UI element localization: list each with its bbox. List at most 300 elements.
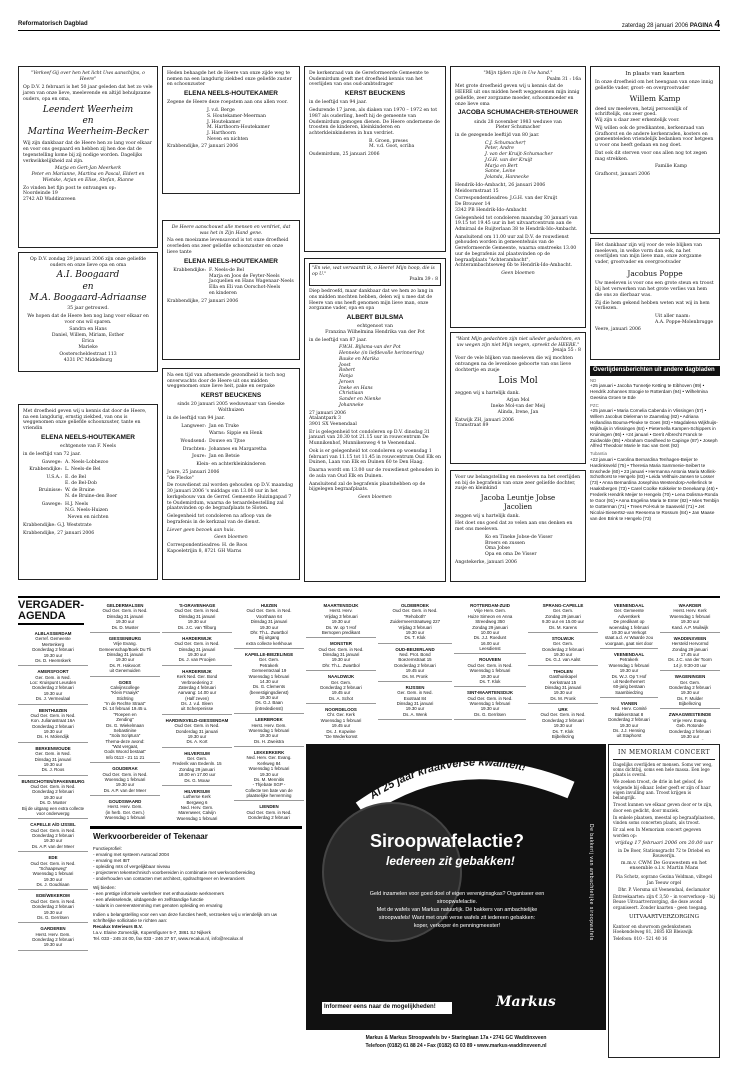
job-contact[interactable]: Tel. 033 - 245 24 00, fax 033 - 246 27 57, www.recalux.nl, info@recalux.nl	[93, 935, 244, 941]
concert-org-address: Kantoor en showroom gedenkstenen Hoekendelweg 81, 2685 KB Bleiswijk	[613, 923, 693, 935]
ad-poppe	[590, 238, 720, 360]
agenda-entry	[306, 707, 376, 740]
entry-names: Douwe en Tjtse	[209, 439, 246, 444]
job-title: Werkvoorbereider of Tekenaar	[93, 832, 208, 841]
agenda-entry	[18, 893, 88, 923]
entry-names: Jan en Betsie	[209, 454, 240, 460]
overview-text: +22 januari • Carolina Bernardina Tenhagen-Beijer te Hardinksveld (75) • Theresia Maria Sammenie-Seibert te Enschede (60) • 23 januari • Hermanna Antonia Maria Mollink-Schothorst te Hengelo (83) • Leida Velthuis-Jansen te Losser (73) • Anna Bernardina Josephina Westendorp-Aellerlinck te Haaksbergen (73) • Carel Coolke Kokkeler te Denekamp (46) • Frederik Hendrik Meijer te Hengelo (70) • Lena Dolisma-Ronda te Goor (91) • Anna Engelina Maria te Enter (82) • Mies Tembijn te Gotterman (71) • Trees Pol-Kuk te Saasveld (71) • Jet Nicolai-Siewertsz-van Reesema te Rossum (84) • Jan Maase van den Brink te Hengelo (73)	[590, 456, 720, 521]
agenda-city: SINT-MAARTENSDIJK	[466, 690, 514, 696]
ad-name: Jacoba Leuntje Jobse Jacolien	[480, 494, 556, 511]
ad-jobse	[450, 470, 586, 582]
agenda-entry	[18, 822, 88, 852]
agenda-header	[18, 600, 84, 626]
job-offers	[93, 891, 299, 909]
ad-age: in de gezegende leeftijd van 80 jaar.	[455, 133, 540, 138]
ad-body: Na een tijd van afnemende gezondheid is toch nog onverwachts door de Heere uit ons midden weggenomen onze lieve heit, pake en oerpake	[167, 373, 286, 390]
agenda-details: Ger. Gem. Donderdag 2 februari 19.45 uur Ds. A. Schot	[320, 679, 362, 701]
ad-age: in de leeftijd van 87 jaar.	[309, 337, 367, 343]
family-entry	[167, 431, 295, 437]
agenda-entry	[18, 669, 88, 704]
ad-text-2: Wij willen ook de predikanten, kerkenraad van Grafhorst en de andere kerkenraden, kosters en gemeenteleden vriendelijk bedanken voor hetgeen u voor ons heeft gedaan en nog doet.	[595, 125, 714, 149]
agenda-subtitle	[18, 623, 84, 626]
ad-address: Oosterscheldestraat 113 4331 PC Middelburg	[59, 352, 117, 364]
ad-body: Het dankbaar zijn wij voor de vele blijken van meeleven, in welke vorm dan ook, na het overlijden van mijn lieve man, onze zorgzame vader, grootvader en overgrootvader	[595, 243, 702, 266]
ad-body: We hopen dat de Heere hen nog lang voor elkaar en voor ons wil sparen.	[27, 313, 149, 325]
agenda-entry	[18, 926, 88, 951]
ad-sign: Uit aller naam: A.A. Poppe-Molenbrugge	[655, 313, 714, 325]
agenda-details: Ned. Herv. Comité Bakkerstraat 8 Donderdag 2 februari 19.30 uur Ds. J.J. Hensing uit Staphorst	[608, 706, 650, 739]
agenda-city: BENTHUIZEN	[38, 707, 68, 713]
header-date: zaterdag 28 januari 2006	[621, 23, 689, 29]
ad-body: Met droefheid geven wij u kennis dat door de Heere, na een langdurig, ernstig ziekbed, van ons is weggenomen onze geliefde schoonzuster, tante en vriendin	[23, 409, 147, 432]
stroopwafel-subheadline: ledereen zit gebakken!	[386, 854, 515, 868]
agenda-entry	[162, 789, 232, 822]
job-offer-label: Wij bieden:	[93, 884, 116, 890]
entry-names: F. Neels-de Bel Marja en Joos de Feyter-Neels Jacquelien en Hans Wagenaar-Neels Ella en Eli van Oorschot-Neels en kinderen	[209, 267, 294, 296]
ad-body: In onze droefheid om het heengaan van onze innig geliefde vader, groot- en overgrootvader	[595, 79, 714, 91]
ad-quote: "En wie, wat vervaardt ik, o Heere! Mijn hoop, die is op U."	[312, 266, 435, 277]
page-number: 4	[714, 19, 720, 30]
agenda-entry	[162, 669, 232, 715]
agenda-city: HARDERWIJK	[182, 668, 212, 674]
ad-family: J. v.d. Berge S. Houtekamer-Meerman J. Houtekamer M. Harthoorn-Houtekamer J. Harthoorn Neven en nichten	[207, 108, 270, 142]
ad-text: Uw meeleven is voor ons een grote steun en troost bij het verwerken van het grote verlies van hem die ons zo dierbaar was.	[595, 281, 714, 298]
overview-text: +25 januari • Jacoba Tunnetje Ketting te Eibhoven (89) • Hendrik Johannes Stoogie te Rotterdam (94) • Wilhelmina Geesina Groen te Ede	[590, 383, 708, 400]
family-entry	[23, 488, 153, 499]
entry-names: L. Neels-de Bel	[65, 467, 101, 473]
list-item: - een prettige informele werksfeer met enthousiaste werknemers	[93, 890, 224, 896]
ad-body: Voor de vele blijken van meeleven die wij mochten ontvangen na de levenlose geboorte van ons lieve dochtertje en zusje	[455, 356, 573, 373]
ad-name: Willem Kamp	[629, 94, 681, 104]
ad-name: ELENA NEELS-HOUTEKAMER	[183, 90, 278, 98]
ad-flowers: Geen bloemen	[214, 535, 248, 541]
ad-name-and: en	[82, 115, 94, 126]
agenda-details: Ger. Gemeente Adventkerk De predikant op woensdag 1 februari 19.30 uur Verkopt staat a.d. Ar Waarde zou voorgaan, gaat niet door	[604, 608, 654, 646]
page-header	[18, 19, 720, 31]
agenda-city: MONSTER	[330, 641, 352, 647]
job-address: t.a.v. Elaine Zomerdijk, Kopersfigurer 5-7, 3861 SJ Nijkerk	[93, 929, 211, 935]
agenda-city: GELDERMALSEN	[106, 603, 144, 608]
concert-p5: Er zal een In Memoriam concert gegeven worden op:	[613, 827, 702, 838]
ad-name-and: en	[82, 281, 94, 292]
agenda-city: URK	[558, 707, 568, 712]
ad-bijlsma	[304, 258, 446, 582]
agenda-entry	[378, 603, 452, 644]
ad-body: Diep bedroefd, maar dankbaar dat we hem zo lang in ons midden mochten hebben, delen wij u mee dat de Heere van ons heeft genomen mijn lieve man, onze zorgzame vader, opa en opa	[309, 289, 434, 312]
entry-place: Bruinisse:	[38, 488, 62, 494]
agenda-details: Oud Ger. Gem. in Ned. Dinsdag 31 januari 19.30 uur Ds. J. van Prooijen	[174, 641, 220, 663]
agenda-city: VEENENDAAL	[613, 652, 645, 657]
family-entry	[23, 502, 153, 513]
agenda-details: Oud Ger. Gem. in Ned. Woensdag 1 februari 19.30 uur Ds. G. Gerritsen	[467, 695, 513, 717]
ad-date: Hendrik-Ido-Ambacht, 26 januari 2006 Meidoornstraat 15	[455, 182, 546, 194]
concert-p1: Dagelijks overlijden er mensen. Soms ver weg, soms dichtbij, soms een hele massa. Een lege plaats is overal.	[613, 761, 713, 777]
family-entry	[167, 268, 295, 297]
agenda-entry	[660, 674, 720, 709]
ad-date: Veere, januari 2006	[595, 327, 641, 333]
stroopwafel-body: Geld inzamelen voor goed doel of eigen vereniginsgkas? Organiseer een siroopwafelactie. Met de wafels van Markus natuurlijk. Dé bakkers van ambachtelijke siroopwafels! Want met onze verse wafels zit iedereen gebakken: koper, verkoper én penningmeester!	[369, 891, 545, 930]
agenda-entry	[600, 603, 658, 649]
ad-name-1: Leendert Weerheim	[42, 104, 134, 115]
agenda-details: Herst. Herv. Gem. Woensdag 1 februari 19.30 uur Ds. H. Zweistra	[248, 722, 290, 744]
ad-funeral: Aansluitend om 11.00 uur zal D.V. de rouwdienst gehouden worden in gemeentehuis van de Gereformeerde Gemeente, waarna omstreeks 13.00 uur de begrafenis zal plaatsvinden op de begraafplaats "Achterambacht", Achterambachtseweg 6b te Hendrik-Ido-Ambacht.	[455, 234, 577, 269]
stroopwafel-footer	[306, 1030, 606, 1058]
section-divider	[18, 596, 720, 598]
agenda-city: VIANEN	[620, 701, 638, 706]
agenda-city: HARDERWIJK	[182, 635, 212, 641]
stroopwafel-headline: Siroopwafelactie?	[370, 831, 525, 851]
ad-neels-family	[18, 404, 158, 580]
agenda-entry	[454, 657, 526, 687]
ad-years: 35 jaar getrouwd.	[67, 306, 109, 312]
agenda-entry	[18, 855, 88, 890]
newspaper-name: Reformatorisch Dagblad	[18, 21, 88, 27]
ad-quote-box	[309, 263, 441, 286]
ad-name: ELENA NEELS-HOUTEKAMER	[183, 257, 278, 265]
concert-ad	[608, 744, 720, 1058]
ad-age: in de leeftijd van 72 jaar.	[23, 451, 81, 457]
ad-visit: Gelegenheid tot condoleren na afloop van de begrafenis in de kerkzaal van de dienst.	[167, 514, 272, 525]
agenda-city: VEENENDAAL	[613, 603, 645, 608]
agenda-city: GIESSENBURG	[108, 635, 142, 641]
agenda-city: HILVERSUM	[184, 750, 210, 756]
ad-flowers: Geen bloemen	[501, 271, 535, 277]
ad-name: ALBERT BIJLSMA	[346, 314, 404, 322]
agenda-city: 'S-GRAVENHAGE	[178, 603, 216, 608]
list-item: - onderhouden van contacten met architect, opdrachtgever en leveranciers	[93, 875, 245, 881]
entry-place: Langweer:	[181, 423, 206, 429]
agenda-entry	[90, 799, 160, 822]
agenda-entry	[18, 631, 88, 666]
ad-family: Arjan Mol Ineke Mol-van der Meij Alinda, Irene, Jan	[490, 398, 546, 415]
ad-corr: Correspondentieadres: J.G.H. van der Kruijt De Brouwer 14 3342 PB Hendrik-Ido-Ambacht	[455, 196, 558, 213]
ad-sub: sinds 20 januari 2005 weduwnaar van Geeske Wolthuizen	[177, 402, 285, 414]
agenda-column-9	[600, 600, 658, 740]
concert-p4: In enkele plaatsen, meestal op begraafplaatsen, vinden soms concerten plaats, als troost.	[613, 814, 715, 825]
overview-text: +25 januari • Maria Cornelia Cabenda in Vlissingen (57) • Willem Jacobus Dieleman te Zaamslag (82) • Adriana Hollandina Bouma-Pleuke te Goes (83) • Magdalena Wijkhuijs-Wijkhuijs in Vlissingen (84) • Pieternella Kampen-Schippers in Kruiningen (86) • +24 januari • Gerrit Albrecht Franck te Zuidwolde (85) • Abraham Goedheed te Capinge (87) • Joseph Alfred Theodoor Marie le Sac van Gent (92)	[590, 408, 718, 449]
ad-body: Wij zijn dankbaar dat de Heere hen zo lang voor elkaar en voor ons gespaard en hebben zij hen doe dat de tegenstelling kome bij zij nodige worden. Dagelijks verkwikkelijkheid zal zijn.	[23, 141, 152, 164]
entry-names: Warns: Sippie en Henk	[209, 431, 263, 437]
agenda-entry	[162, 636, 232, 666]
ad-funeral: De rouwdienst zal worden gehouden op D.V. maandag 30 januari 2006 's middags om 13.00 uur in het kerkgebouw van de Gerref. Gemeente Huizingapad 7 te Oudemirdum, waarna de teraardebestelling zal plaatsvinden op de begraafplaats te Sloten.	[167, 483, 293, 512]
list-item: - projecteren tekentechnisch voorbereiden in combinatie met werkvoorbereiding	[93, 869, 255, 875]
ad-kamp	[590, 66, 720, 234]
agenda-column-4	[234, 600, 304, 822]
stroopwafel-cta: Informeer eens naar de mogelijkheden!	[322, 1002, 452, 1014]
stroopwafel-contact[interactable]: Telefoon (0182) 61 88 24 • Fax (0182) 63 03 89 • www.markus-waddinxveen.nl	[365, 1043, 547, 1049]
ad-ref: Jesaja 55 : 8	[552, 348, 581, 354]
agenda-city: OLDEBROEK	[400, 603, 430, 608]
agenda-details: Oud Ger. Gem. in Ned. Voorthaan 64 Dinsdag 31 januari 19.30 uur Dhr. Th.L. Zwartbol Bij uitgang extra collecte kerkhouw	[246, 608, 292, 646]
entry-place: Drachten:	[182, 446, 206, 452]
agenda-entry	[378, 647, 452, 682]
entry-names: H.J. Neels N.G. Neels-Huizen	[65, 501, 108, 513]
agenda-city: LEERBROEK	[255, 717, 283, 723]
ad-text-3: Dat ook dit sterven voor ons allen nog tot zegen mag strekken.	[595, 150, 708, 162]
agenda-city: ROTTERDAM-ZUID	[470, 603, 510, 608]
list-item: - een afwisselende, uitdagende en zelfstandige functie	[93, 896, 204, 902]
ad-age: in de leeftijd van 94 jaar.	[309, 100, 367, 106]
agenda-entry	[18, 708, 88, 743]
ad-sign: Familie Kamp	[655, 164, 688, 170]
agenda-city: ALBLASSERDAM	[34, 631, 72, 636]
agenda-city: ROUVEEN	[479, 657, 501, 663]
agenda-entry	[528, 603, 598, 633]
agenda-details: Oud Ger. Gem. in Ned. Dinsdag 31 januari 19.30 uur Dhr. Th.L. Zwartbol	[318, 646, 364, 668]
ad-name: KERST BEUCKENS	[200, 392, 262, 400]
agenda-details: Lutherse Kerk Bergweg 6 Ned. Herv. Gem. Marenweer, Calvijn Woensdag 1 februari	[176, 794, 218, 821]
agenda-details: Ger. Gem. in Ned. Loc: Kruispunt Leusden Donderdag 2 februari 19.30 uur Ds. J. Vermeulaal	[29, 674, 77, 702]
agenda-entry	[162, 718, 232, 748]
entry-place: Krabbendijke:	[29, 467, 62, 473]
ad-body: Voor uw belangstelling en meeleven na het overlijden en bij de begrafenis van onze zeer geliefde dochter, zusje en kleinkind	[455, 475, 581, 492]
list-item: - ervaring met IBT	[93, 857, 130, 863]
agenda-details: Oud Ger. Gem. in Ned. Kon. Julianastraat 16A Donderdag 2 februari 19.30 uur Ds. H. Molendijk	[30, 712, 76, 740]
ad-lois-mol	[450, 332, 586, 464]
agenda-city: WAGENINGEN	[674, 674, 706, 680]
ad-sign: B. Groen, preses M. v.d. Goot, scriba	[369, 138, 415, 150]
agenda-details: Ger. Gem. Donderdag 2 februari 19.30 uur Ds. G.J. van Aalst	[542, 641, 584, 663]
agenda-details: Ger. Gem. Donderdag 2 februari 19.30 uur Ds. F. Mulder Bijbellezing	[669, 679, 711, 706]
agenda-details: Vrije Herv. Gem. Huize Simeon en Anna Streedweg 350 Zondag 29 januari 10.00 uur Ds. J.J. Roedunt 16.00 uur Leesdienst	[467, 608, 513, 651]
overview-source: PZC	[590, 402, 599, 408]
ad-body: Met grote droefheid geven wij u kennis dat de HEERE uit ons midden heeft weggenomen mijn innig geliefde, zeer zorgzame moeder, schoonmoeder en onze lieve oma	[455, 84, 580, 107]
agenda-details: Kerk Ned. Ger. Bond Verbroedering 2 Zaterdag 4 februari Aanvang: 14.00 uur (Half zeven) Ds. J. v.d. Sleen uit Scherpenisse	[176, 674, 218, 712]
agenda-details: Ger. Gem. Frederik van Eedenln. 15 Zondag 29 januari 18.00 en 17.00 uur Ds. G. Mouw	[172, 756, 222, 783]
ad-extra: Het doet ons goed dat zo velen aan ons denken en met ons meeleven.	[455, 521, 573, 533]
entry-names: A. Neels-Lobbezoo	[65, 459, 109, 465]
ad-name: ELENA NEELS-HOUTEKAMER	[40, 433, 135, 441]
agenda-city: MAARTENSDIJK	[323, 603, 359, 608]
agenda-entry	[454, 603, 526, 654]
ad-entries	[167, 424, 295, 461]
agenda-details: Chr. Ger. Kerk Woensdag 1 februari 19.45 uur Ds. J. Kopwine "De Wederkomst	[320, 712, 362, 739]
agenda-city: STOLWIJK	[551, 635, 575, 641]
overview-sections	[590, 378, 720, 522]
ad-flowers: Geen bloemen	[358, 495, 392, 501]
agenda-column-7	[454, 600, 526, 740]
family-entry	[23, 460, 153, 466]
agenda-column-1	[18, 628, 88, 1058]
ad-name: Lois Mol	[498, 376, 538, 387]
agenda-entry	[600, 652, 658, 698]
agenda-city: SPRANG-CAPELLE	[542, 603, 584, 608]
agenda-entry	[378, 685, 452, 720]
agenda-entry	[90, 636, 160, 677]
agenda-city: BERKENWOUDE	[35, 745, 71, 751]
agenda-title: VERGADER-AGENDA	[18, 600, 84, 622]
agenda-entry	[528, 669, 598, 704]
agenda-details: Oud Ger. Gem. in Ned. Donderdag 2 februari	[246, 809, 292, 821]
list-item: - salaris in overeenstemming met genoten opleiding en ervaring	[93, 902, 223, 908]
agenda-city: GOUDSWAARD	[108, 799, 142, 804]
ad-thanks: zeggen wij u hartelijk dank.	[455, 390, 520, 396]
concert-org: UITVAARTVERZORGING	[628, 913, 700, 920]
agenda-details: Gerref. Gemeente Mertenkerg Donderdag 2 februari 19.30 uur Ds. D. Heemskerk	[32, 636, 74, 663]
ad-address-intro: Zo vinden het fijn post te ontvangen op:	[23, 185, 116, 191]
agenda-details: Herst. Herv. Kerk Woensdag 1 februari 19.30 uur Kand. A.P. Muilwijk	[669, 608, 711, 630]
ad-funeral: Er is gelegenheid tot condoleren op D.V. dinsdag 31 januari van 20.30 tot 21.15 uur in rouwcentrum De Munnikenhof, Munnikenweg 4 te Veenendaal.	[309, 429, 430, 447]
agenda-entry	[600, 701, 658, 740]
ad-date: Katwijk ZH, januari 2006 Tramstraat 89	[455, 417, 514, 429]
agenda-details: Oud Ger. Gem. in Ned. Woensdag 1 februari 19.30 uur Ds. A.P. van der Meer	[102, 771, 148, 793]
job-requirements-label: Functieprofiel:	[93, 846, 122, 851]
ad-text-2: Zij die hem gekend hebben weten wat wij in hem verliezen.	[595, 300, 710, 312]
ad-beuckens-church	[304, 66, 446, 252]
agenda-entry	[306, 674, 376, 704]
agenda-entry	[234, 603, 304, 649]
agenda-column-2	[90, 600, 160, 822]
ad-ref: Psalm 39 : 8	[409, 277, 438, 283]
agenda-entry	[528, 636, 598, 666]
ad-name-2: M.A. Boogaard-Adriaanse	[29, 292, 147, 303]
agenda-entry	[454, 690, 526, 720]
agenda-city: WAARDER	[678, 603, 702, 608]
ad-date: Oudemirdum, 25 januari 2006	[309, 152, 380, 158]
ad-funeral-4: Aansluitend zal de begrafenis plaatshebben op de bijgelegen begraafplaats.	[309, 481, 426, 493]
markus-logo: Markus	[496, 994, 556, 1010]
agenda-entry	[234, 652, 304, 714]
agenda-details: Ned. Prot. Bond Boezemstraat 15 Donderdag 2 februari 19.45 uur Ds. M. Pronk	[394, 652, 436, 679]
stroopwafel-side-text: De bakkerij van ambachtelijke siroopwafels	[588, 824, 594, 941]
ad-family: F.W.H. Bijlsma-van der Pot Henneke (in liefdevolle herinnering) Bauke en Marika Joost Robert Nanja Jeroen Ineke en Hans Christiaan Sander en Nienke Johanneke	[339, 345, 424, 408]
job-ad	[90, 826, 302, 1058]
concert-title: IN MEMORIAM CONCERT	[617, 749, 711, 756]
agenda-city: TIHOLEN	[553, 668, 573, 674]
entry-place: Woudsend:	[180, 439, 206, 444]
ad-body: Heden behaagde het de Heere van onze zijde weg te nemen na een langdurig ziekbed onze geliefde zuster en schoonzuster	[167, 71, 292, 88]
ad-thanks: Liever geen bezoek aan huis.	[167, 527, 235, 533]
ad-quote: "Mijn tijden zijn in Uw hand."	[483, 71, 553, 76]
agenda-details: Ger. Gem. Zondag 29 januari 9.30 uur en 15.00 uur Ds. M. Karens	[542, 608, 584, 630]
agenda-details: Oud Ger. Gem. in Ned. Donderdag 31 januari 19.30 uur Ds. A. Kort	[174, 723, 220, 745]
ad-text: Gedurende 17 jaren, als diaken van 1970 – 1972 en tot 1987 als ouderling, heeft hij de gemeente van Oudemirdum gemogen dienen. De Heere onderneme de troosten de kinderen, kleinkinderen en achterkleinkinderen in hun verdriet.	[309, 108, 440, 136]
ad-thanks: zeggen wij u hartelijk dank.	[455, 513, 520, 519]
agenda-details: Ned. Herv. Ger. Evang. Kerkweg 84 Woensdag 1 februari 19.30 uur Ds. M. Mennitis - Thjebate SGP - Collecte ten bate van de plaatselijke herverming	[245, 755, 293, 798]
banner-text: Al 25 jaar kraakverse kwaliteit!	[367, 756, 527, 802]
ad-address: Correspondentieadres: H. de Roos Kapoeletrijin 8, 8721 GH Warns	[167, 543, 248, 554]
ad-neels-tante	[162, 220, 300, 360]
ad-intro: Op D.V. zondag 29 januari 2006 zijn onze geliefde ouders en onze lieve opa en oma	[30, 257, 146, 268]
entry-place: Gawege:	[41, 459, 62, 465]
ad-date: Krabbendijke, 27 januari 2006	[167, 299, 239, 305]
overview-source: Tubantia	[590, 451, 607, 457]
agenda-details: Oud Ger. Gem. in Ned. "Schaapsweg" Woensdag 1 februari 19.30 uur Ds. J. Goudriaan	[30, 860, 76, 887]
entry-names: W. de Bruine N. de Bruine-den Boer	[65, 488, 118, 500]
ad-family: Marja en Gert-Jan Meerkerk Peter en Marianne, Martina en Pascal, Eldert en Wietske, Arjan en Elise, Stefan, Rianne	[31, 166, 145, 183]
ad-sub: echtgenote van F. Neels	[60, 444, 116, 450]
agenda-city: GOES	[118, 679, 132, 685]
ad-date: 27 januari 2006 Atalantpark 3 3901 SX Veenendaal	[309, 410, 357, 428]
agenda-column-8	[528, 600, 598, 740]
agenda-city: EDE/WEKEROM	[36, 893, 70, 899]
agenda-column-5	[306, 600, 376, 740]
agenda-details: Vrije Evang. Gemeenschap/Boek Du Tli Dinsdag 31 januari 19.30 uur Ds. R. Hakvoort uit Genemuiden	[98, 641, 152, 674]
concert-p3: Troost kunnen we elkaar geven door er te zijn, door een gedicht, door muziek.	[613, 802, 713, 813]
agenda-details: Oud Ger. Gem. in Ned. Dinsdag 31 januari 19.30 uur Ds. J.C. van Tilburg	[174, 608, 220, 630]
ad-intro: Op D.V. 2 februari is het 50 jaar geleden dat het zo vele jaren van onze lieve, meelevende en altijd behulpzame ouders, opa en oma,	[23, 85, 153, 102]
agenda-entry	[90, 766, 160, 796]
agenda-city: GOUDERAK	[112, 766, 138, 772]
ad-address: Noordeinde 19 2742 AD Waddinxveen	[23, 191, 76, 203]
ad-name-2: Martina Weerheim-Becker	[27, 127, 149, 138]
agenda-details: Herst. Herv. Gem. Donderdag 2 februari 19.30 uur	[32, 931, 74, 948]
entry-place: Gawege:	[41, 501, 62, 507]
agenda-entry	[234, 750, 304, 801]
ad-quote: "Verkeef Gij over hen het licht Uws aanschijns, o Heere"	[31, 71, 145, 82]
agenda-details: Petrakerk Woensdag 1 februari 19.30 uur Ds. W.J. Op 't Hof uit Nederhemert 60-jarig bestaan Saambiedzing	[608, 657, 650, 695]
ad-weerheim	[18, 66, 158, 248]
ad-family: Sandra en Hans Daniel, Willem, Miriam, Esther Erica Marieke	[51, 327, 125, 350]
entry-place: Joure:	[191, 454, 206, 460]
concert-performers: m.m.v. CWM De Gouwestem en het ensemble o.l.v. Martin Mans	[621, 860, 707, 872]
ad-nephews: Neven en nichten	[67, 515, 109, 521]
agenda-city: LEKKERKERK	[253, 750, 285, 755]
entry-place: Krabbendijke:	[173, 267, 206, 273]
ad-quote: "Want Mijn gedachten zijn niet ulieder gedachten, en uw wegen zijn niet Mijn wegen, spreekt de HEERE."	[455, 337, 581, 348]
agenda-entry	[90, 680, 160, 764]
agenda-city: ZWAAGWESTEINDE	[668, 712, 712, 718]
agenda-details: Herst. Herv. Vrijdag 3 februari 19.30 uur Ds. W. op 't Hof Bernopen predikant	[321, 608, 361, 635]
agenda-details: Ger. Gem. Petrakerk Gemeentezaal 19 Woensdag 1 februari 14.30 uur Ds. G. Clements (bevestigingsdienst) 19.30 uur Ds. G.J. Baan (intrededienst)	[248, 657, 290, 711]
ad-age: in de leeftijd van 94 jaar.	[167, 415, 225, 421]
ad-name-1: A.I. Boogaard	[56, 270, 120, 281]
ad-title: In plaats van kaarten	[625, 71, 685, 77]
ad-quote: De Heere aanschouwt alle mensen en verdriet, dat was het in Zijn Hand gene.	[171, 225, 291, 236]
ad-funeral-3: Daarna wordt om 13.00 uur de rouwdienst gehouden in de aula van Oud Elk en Duinen.	[309, 468, 439, 479]
ad-text: deed uw meeleven, hetzij persoonlijk of schriftelijk, ons zeer goed. Wij zijn u daar zeer erkentelijk voor.	[595, 106, 688, 124]
agenda-details: Ger. Gem. in Ned. Dinsdag 31 januari 19.30 uur Ds. J. Roos	[34, 751, 72, 773]
page-label: PAGINA	[689, 23, 713, 29]
agenda-entry	[90, 603, 160, 633]
ad-date: Krabbendijke, 27 januari 2006	[167, 144, 239, 150]
job-apply: Indien u belangstelling voor een van deze functies heeft, verzoeken wij u vriendelijk om uw schriftelijke sollicitatie te richten aan:	[93, 911, 278, 923]
stroopwafel-address: Markus & Markus Stroopwafels bv • Staringlaan 17a • 2741 GC Waddinxveen	[365, 1035, 547, 1041]
concert-org-phone: Telefoon: 010 - 521 40 16	[613, 936, 668, 942]
agenda-details: Calvijnscollege "Klein Fraaiyk" Stichting "In de Rechte Straat" Di. 14 februari 19.45 u. "Roepen en Zending" Ds. G. Wiekelmaan Sebastinine "Sola Scriptura" Thema-deze avond: "Wat vergaat, Gods Woord bestaat" Info 0113 - 21 11 21	[102, 684, 148, 760]
agenda-city: AMERSFOORT	[37, 669, 69, 675]
ad-visit: Gelegenheid tot condoleren maandag 30 januari van 19.15 tot 19.45 uur in het uitvaartcentrum aan de Admiraal de Ruijterlaan 38 te Hendrik-Ido-Ambacht.	[455, 215, 578, 233]
ad-date: Krabbendijke, 27 januari 2006	[23, 530, 95, 536]
ad-date: Grafhorst, januari 2006	[595, 172, 650, 178]
job-requirements	[93, 852, 299, 882]
ad-body: De kerkenraad van de Gereformeerde Gemeente te Oudemirdum geeft met droefheid kennis van het overlijden van ons oud-ambtsdrager	[309, 71, 429, 88]
family-entry	[167, 454, 295, 460]
agenda-column-6	[378, 600, 452, 740]
agenda-city: GARDEREN	[40, 926, 66, 932]
ad-name: KERST BEUCKENS	[344, 90, 406, 98]
overview-title: Overlijdensberichten uit andere dagbladen	[590, 366, 720, 376]
ad-schumacher	[450, 66, 586, 328]
agenda-entry	[234, 804, 304, 822]
job-company: Recalux Interieurs B.V.	[93, 923, 143, 929]
agenda-city: HILVERSUM	[184, 788, 210, 794]
stroopwafel-ad	[306, 744, 606, 1058]
ad-name: Jacobus Poppe	[627, 268, 683, 278]
concert-date: vrijdag 17 februari 2006 om 20.00 uur	[615, 839, 713, 846]
agenda-city: NAALDWIJK	[327, 674, 355, 680]
agenda-details: Oud Ger. Gem. in Ned. Donderdag 2 februari 19.30 uur Ds. T. Klok Bijbellezing	[540, 712, 586, 739]
page-date	[622, 19, 720, 32]
agenda-city: NOORDELOOS	[325, 707, 357, 712]
ad-family: Ko en Tineke Jobse-de Visser Broers en zussen Oma Jobse Opa en oma De Visser	[485, 534, 553, 558]
ad-entries	[23, 460, 153, 514]
agenda-entry	[306, 603, 376, 638]
concert-entry: Entreekaarten: zijn € 3,50 – in voorverkoop - bij Beuse Uitvaartverzorging, die deze avond organiseert. Zonder kaarten - geen toegang.	[613, 894, 715, 910]
ad-neels-sister	[162, 66, 300, 194]
agenda-entry	[18, 746, 88, 776]
entry-names: E. de Bel E. de Bel-Dob	[65, 475, 97, 486]
